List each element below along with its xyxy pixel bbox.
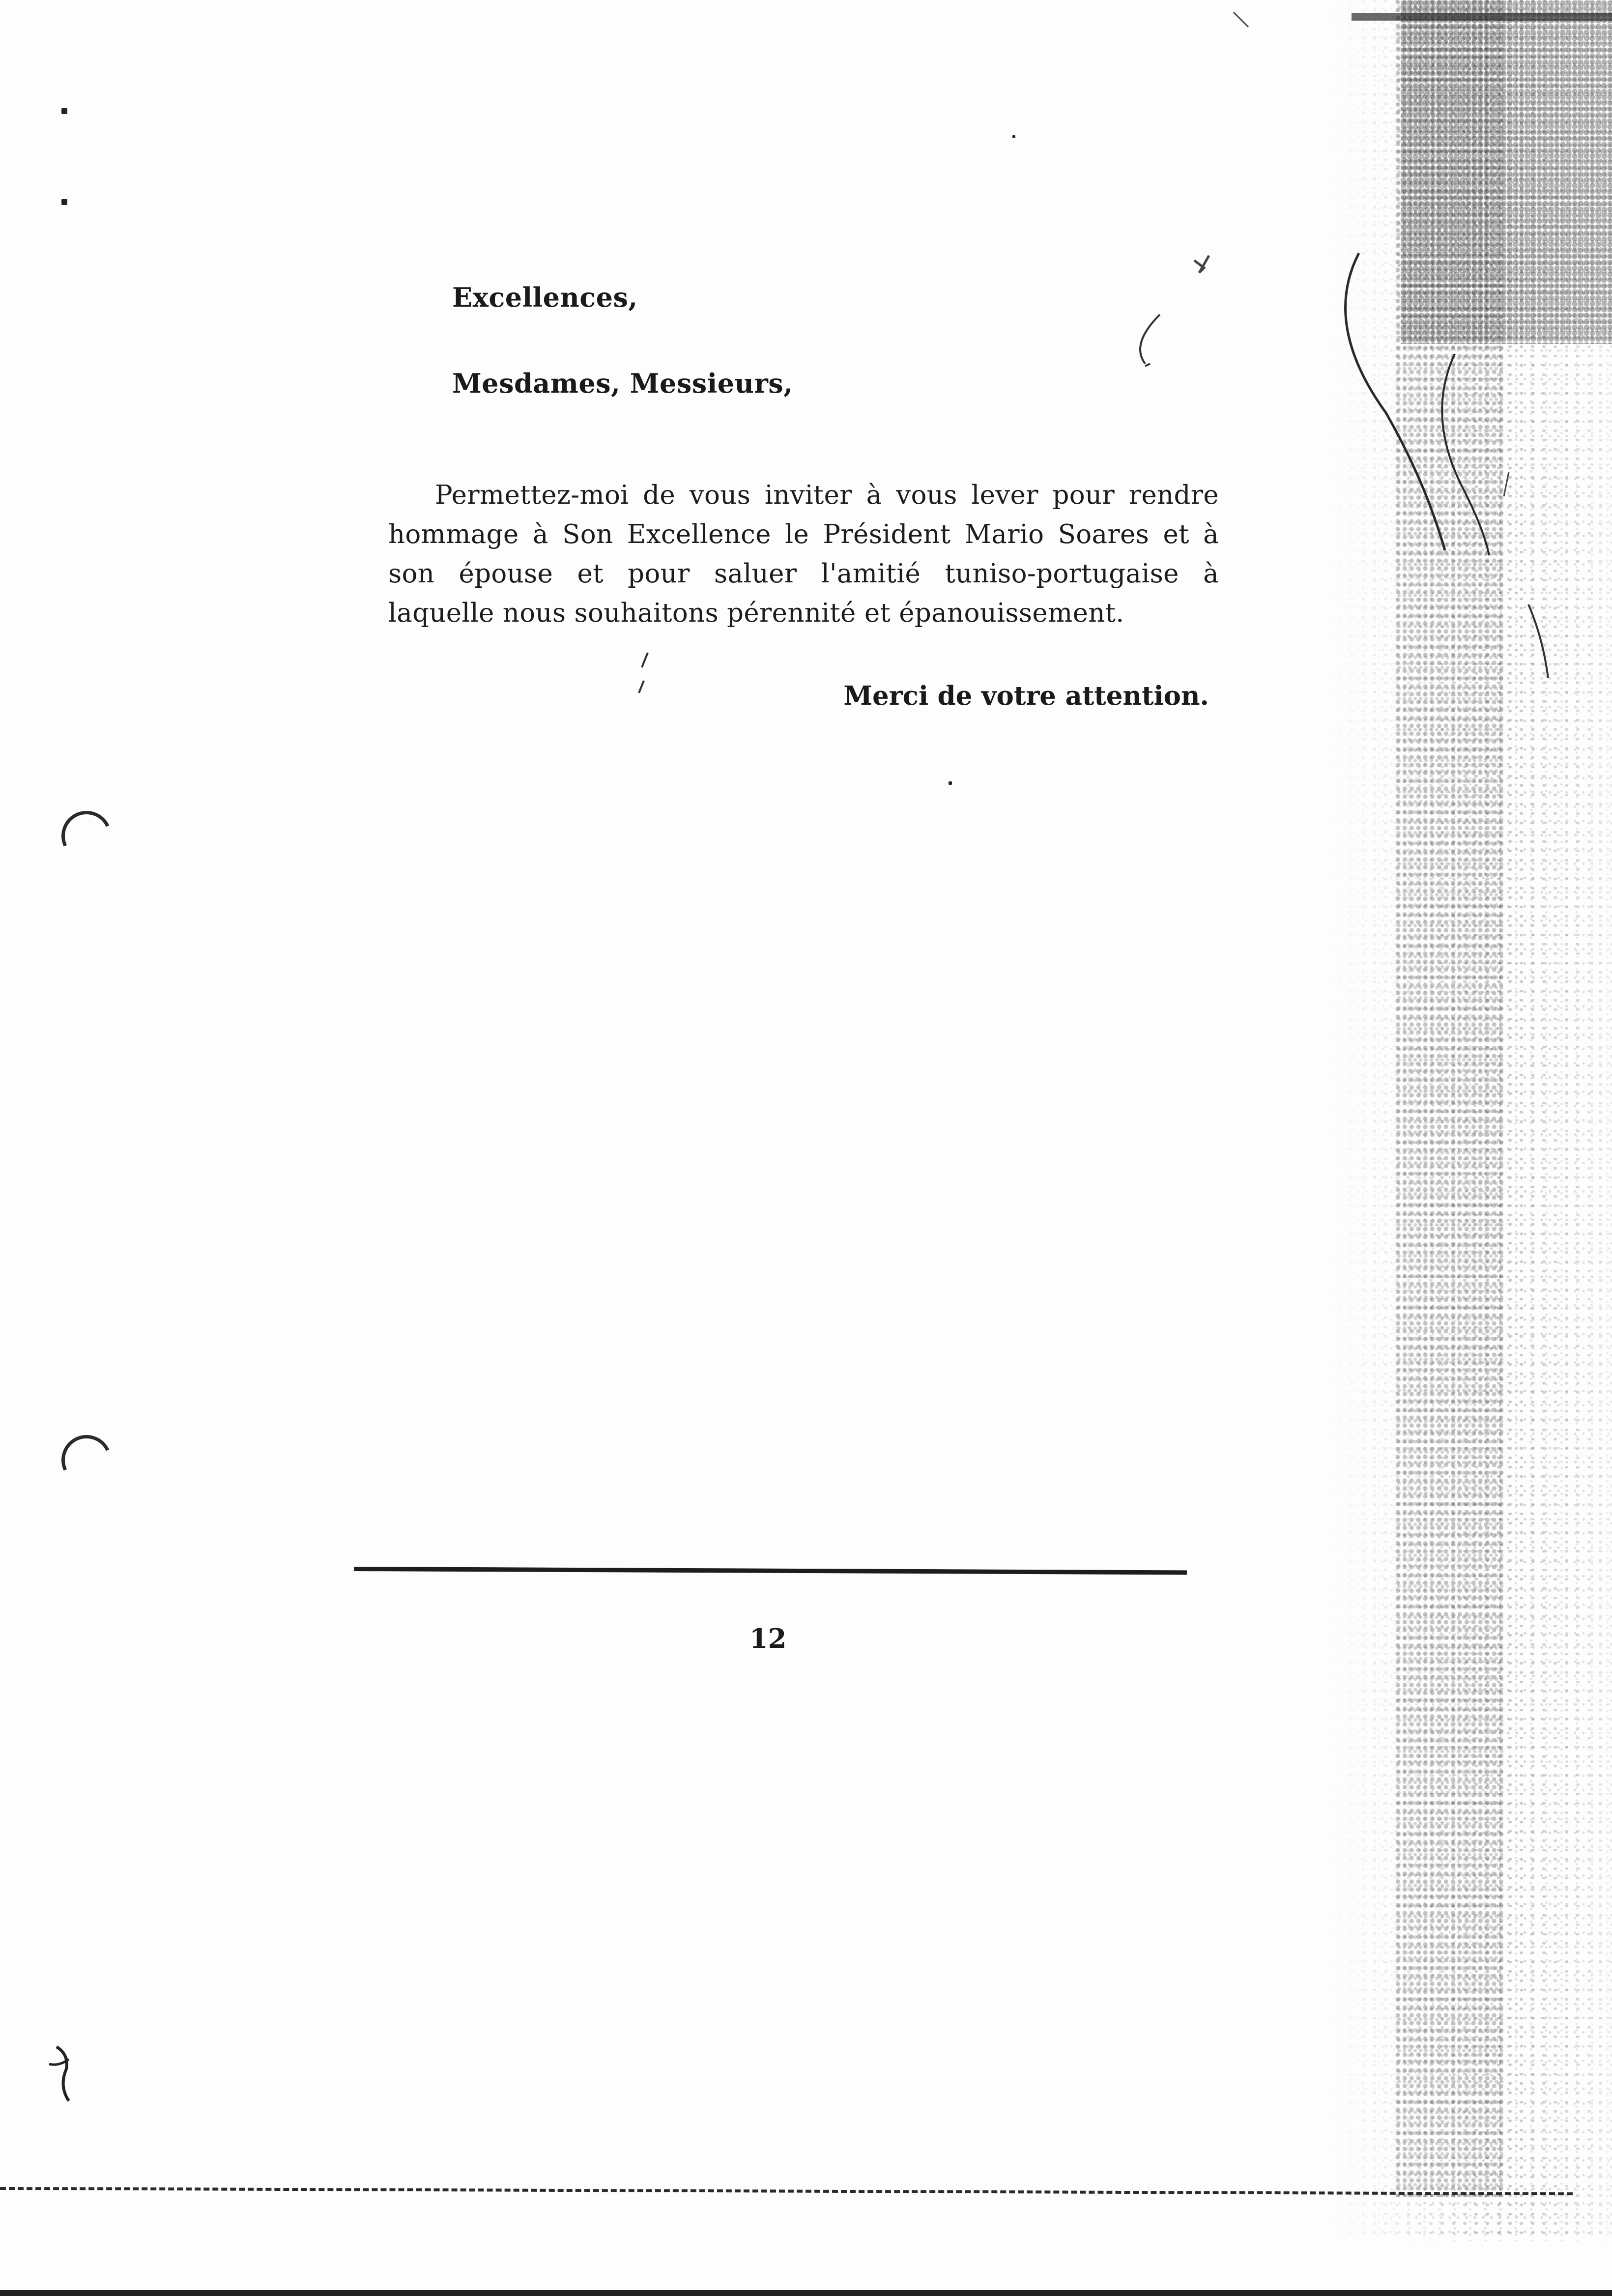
- salutation-mesdames-messieurs: Mesdames, Messieurs,: [452, 368, 793, 399]
- body-paragraph: Permettez-moi de vous inviter à vous lever pour rendre hommage à Son Excellence le Président Mario Soares et à son épouse et pour saluer l'amitié tuniso-portugaise à laquelle nous souhaitons pérennité et épanouissement.: [388, 480, 1219, 628]
- scan-bottom-edge: [0, 2290, 1612, 2296]
- closing-line: Merci de votre attention.: [843, 681, 1209, 711]
- salutation-excellences: Excellences,: [452, 282, 638, 313]
- page-number: 12: [749, 1623, 787, 1654]
